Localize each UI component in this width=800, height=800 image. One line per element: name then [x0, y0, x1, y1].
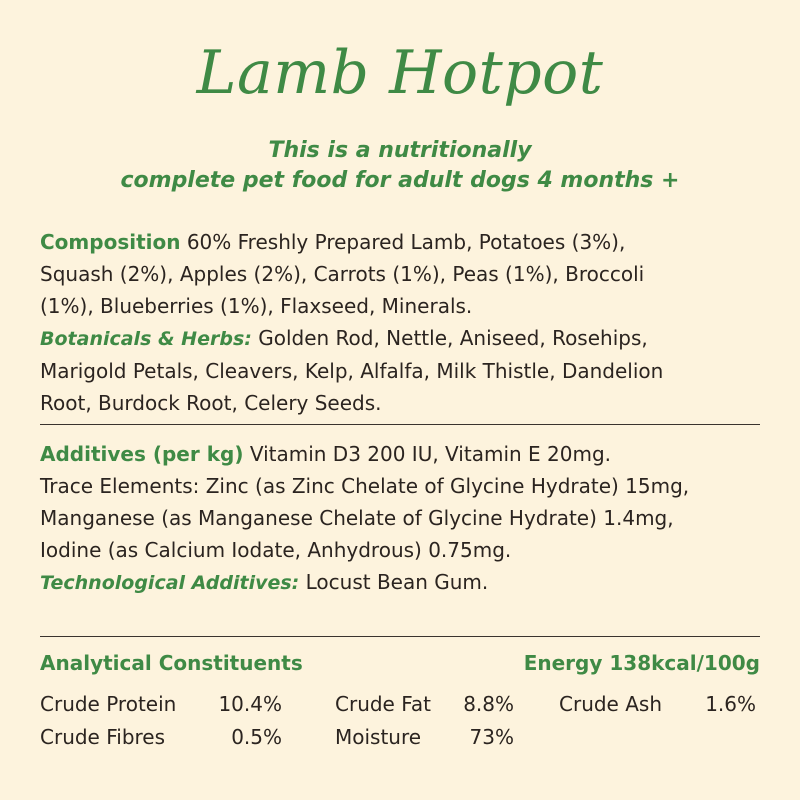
botanicals-text-2: Marigold Petals, Cleavers, Kelp, Alfalfa, Milk Thistle, Dandelion	[40, 359, 664, 383]
constituent-label: Crude Protein	[40, 692, 177, 716]
subtitle-line-2: complete pet food for adult dogs 4 months +	[120, 168, 680, 193]
divider-2	[40, 636, 760, 637]
additives-text-3: Manganese (as Manganese Chelate of Glycine Hydrate) 1.4mg,	[40, 506, 674, 530]
additives-heading: Additives (per kg)	[40, 442, 244, 466]
additives-text-2: Trace Elements: Zinc (as Zinc Chelate of Glycine Hydrate) 15mg,	[40, 474, 690, 498]
constituent-value: 0.5%	[231, 725, 282, 749]
tech-additives-heading: Technological Additives:	[40, 572, 300, 594]
energy-value: Energy 138kcal/100g	[523, 651, 760, 675]
subtitle-line-1: This is a nutritionally	[268, 138, 532, 163]
product-title: Lamb Hotpot	[196, 38, 604, 108]
composition-heading: Composition	[40, 230, 181, 254]
tech-additives-text: Locust Bean Gum.	[299, 570, 489, 594]
additives-text-1: Vitamin D3 200 IU, Vitamin E 20mg.	[243, 442, 612, 466]
product-subtitle	[0, 136, 800, 196]
constituent-value: 10.4%	[218, 692, 282, 716]
constituent-value: 73%	[469, 725, 514, 749]
constituent-label: Crude Fibres	[40, 725, 166, 749]
constituent-label: Crude Fat	[335, 692, 431, 716]
analytical-heading: Analytical Constituents	[40, 651, 303, 675]
botanicals-text-3: Root, Burdock Root, Celery Seeds.	[40, 391, 382, 415]
constituent-label: Moisture	[335, 725, 422, 749]
composition-text-1: 60% Freshly Prepared Lamb, Potatoes (3%),	[180, 230, 626, 254]
additives-section	[40, 438, 760, 599]
composition-text-3: (1%), Blueberries (1%), Flaxseed, Minerals.	[40, 294, 473, 318]
botanicals-heading: Botanicals & Herbs:	[40, 328, 252, 350]
composition-section	[40, 226, 760, 419]
botanicals-text-1: Golden Rod, Nettle, Aniseed, Rosehips,	[251, 326, 648, 350]
composition-text-2: Squash (2%), Apples (2%), Carrots (1%), Peas (1%), Broccoli	[40, 262, 645, 286]
additives-text-4: Iodine (as Calcium Iodate, Anhydrous) 0.75mg.	[40, 538, 512, 562]
analytical-header	[40, 651, 760, 681]
constituent-label: Crude Ash	[559, 692, 662, 716]
divider-1	[40, 424, 760, 425]
constituent-value: 1.6%	[705, 692, 756, 716]
constituent-value: 8.8%	[463, 692, 514, 716]
